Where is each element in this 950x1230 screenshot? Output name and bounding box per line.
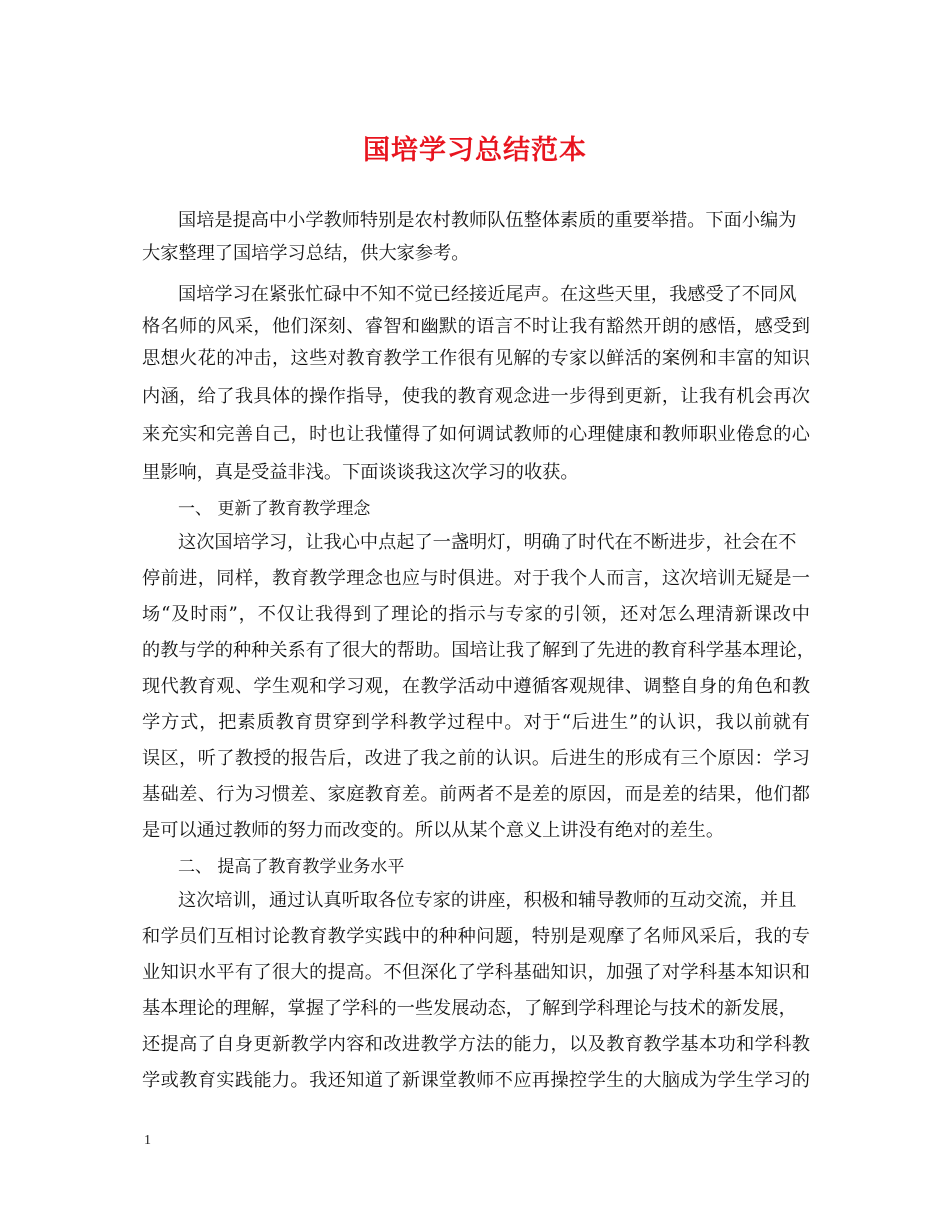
body-line: 格名师的风采，他们深刻、睿智和幽默的语言不时让我有豁然开朗的感悟，感受到 xyxy=(142,316,810,337)
body-line: 基本理论的理解，掌握了学科的一些发展动态，了解到学科理论与技术的新发展， xyxy=(142,998,797,1019)
page-number: 1 xyxy=(144,1133,151,1148)
body-line: 学或教育实践能力。我还知道了新课堂教师不应再操控学生的大脑成为学生学习的 xyxy=(142,1070,810,1091)
body-line: 基础差、行为习惯差、家庭教育差。前两者不是差的原因，而是差的结果，他们都 xyxy=(142,784,810,805)
body-line: 思想火花的冲击，这些对教育教学工作很有见解的专家以鲜活的案例和丰富的知识 xyxy=(142,348,810,369)
body-line: 大家整理了国培学习总结，供大家参考。 xyxy=(142,243,470,264)
body-line: 国培学习在紧张忙碌中不知不觉已经接近尾声。在这些天里，我感受了不同风 xyxy=(178,284,797,305)
body-line: 业知识水平有了很大的提高。不但深化了学科基础知识，加强了对学科基本知识和 xyxy=(142,962,810,983)
document-title: 国培学习总结范本 xyxy=(363,135,587,166)
body-line: 这次培训，通过认真听取各位专家的讲座，积极和辅导教师的互动交流，并且 xyxy=(178,890,797,911)
body-line: 误区，听了教授的报告后，改进了我之前的认识。后进生的形成有三个原因：学习 xyxy=(142,748,810,769)
body-line: 来充实和完善自己，时也让我懂得了如何调试教师的心理健康和教师职业倦怠的心 xyxy=(142,424,810,445)
body-line: 里影响，真是受益非浅。下面谈谈我这次学习的收获。 xyxy=(142,462,579,483)
body-line: 现代教育观、学生观和学习观，在教学活动中遵循客观规律、调整自身的角色和教 xyxy=(142,676,810,697)
body-line: 场“及时雨”，不仅让我得到了理论的指示与专家的引领，还对怎么理清新课改中 xyxy=(142,604,810,625)
body-line: 还提高了自身更新教学内容和改进教学方法的能力，以及教育教学基本功和学科教 xyxy=(142,1034,810,1055)
body-line: 这次国培学习，让我心中点起了一盏明灯，明确了时代在不断进步，社会在不 xyxy=(178,532,797,553)
body-line: 是可以通过教师的努力而改变的。所以从某个意义上讲没有绝对的差生。 xyxy=(142,820,725,841)
section-heading: 二、 提高了教育教学业务水平 xyxy=(178,857,405,877)
body-line: 和学员们互相讨论教育教学实践中的种种问题，特别是观摩了名师风采后，我的专 xyxy=(142,926,810,947)
body-line: 学方式，把素质教育贯穿到学科教学过程中。对于“后进生”的认识，我以前就有 xyxy=(142,712,810,733)
body-line: 国培是提高中小学教师特别是农村教师队伍整体素质的重要举措。下面小编为 xyxy=(178,210,797,231)
body-line: 内涵，给了我具体的操作指导，使我的教育观念进一步得到更新，让我有机会再次 xyxy=(142,386,810,407)
body-line: 的教与学的种种关系有了很大的帮助。国培让我了解到了先进的教育科学基本理论， xyxy=(142,640,815,661)
section-heading: 一、 更新了教育教学理念 xyxy=(178,499,371,519)
body-line: 停前进，同样，教育教学理念也应与时俱进。对于我个人而言，这次培训无疑是一 xyxy=(142,568,810,589)
